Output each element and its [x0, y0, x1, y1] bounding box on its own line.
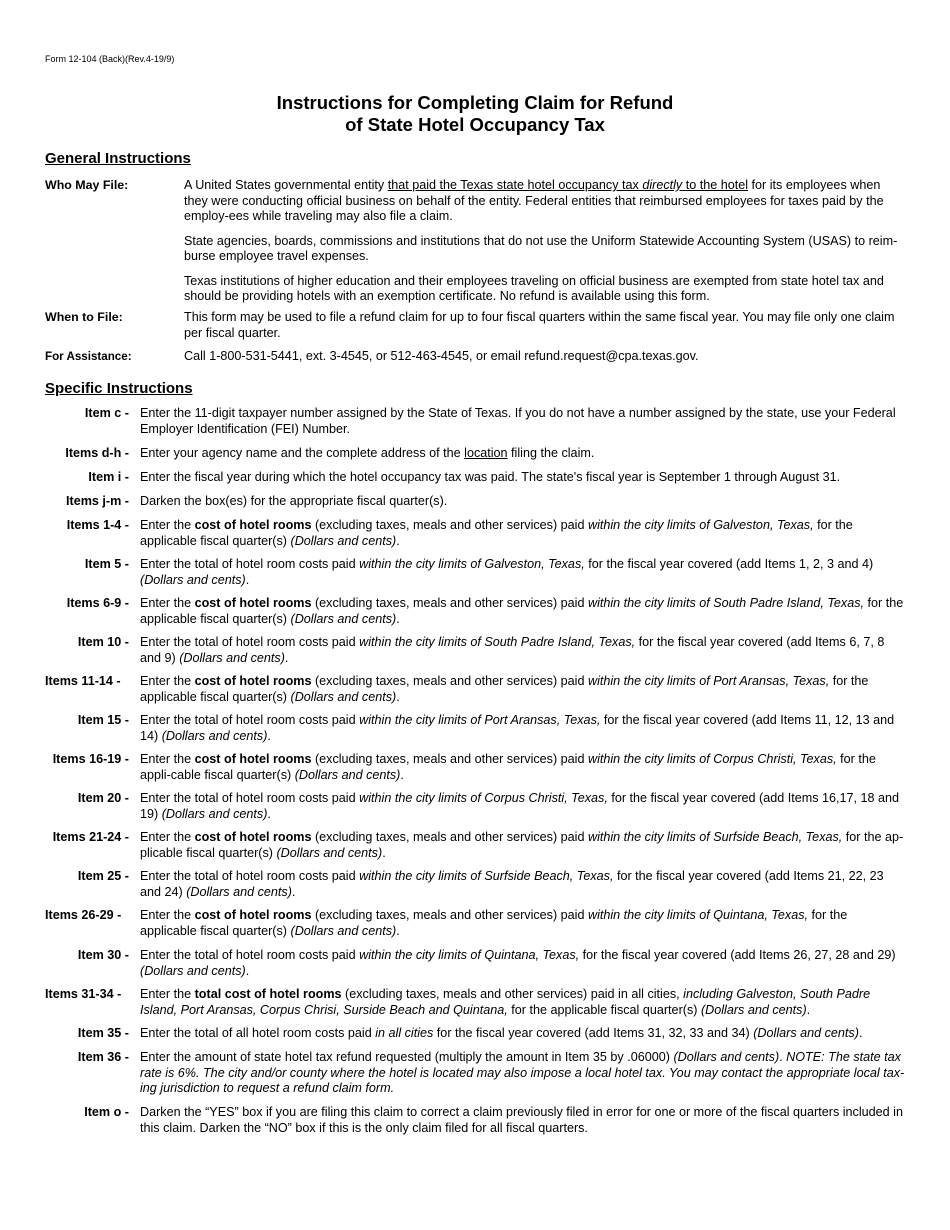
text-run: Enter the [140, 674, 195, 688]
italic-phrase: (Dollars and cents) [294, 767, 401, 782]
text-run: for the fiscal year covered (add Items 31, 32, 33 and 34) [433, 1026, 754, 1040]
italic-phrase: within the city limits of Quintana, Texas, [587, 908, 808, 922]
item-label: Items 1-4 - [66, 518, 129, 532]
items-16-19 [45, 752, 907, 783]
text-run: A United States governmental entity [184, 178, 388, 192]
item-text [140, 908, 907, 939]
bold-phrase: cost of hotel rooms [194, 752, 312, 766]
item-text [140, 1050, 907, 1097]
item-label: Item 20 - [77, 791, 129, 805]
item-text: Enter the 11-digit taxpayer number assigned by the State of Texas. If you do not have a number assigned by the state, use your Federal Employer Identification (FEI) Number. [140, 406, 896, 436]
text-run: (excluding taxes, meals and other services) paid [311, 830, 588, 844]
text-run: Enter the amount of state hotel tax refund requested (multiply the amount in Item 35 by .06000) [140, 1050, 674, 1064]
italic-phrase: (Dollars and cents) [276, 845, 383, 860]
text-run: . [284, 650, 289, 665]
item-label: Item i - [88, 470, 129, 484]
italic-phrase: (Dollars and cents) [753, 1026, 859, 1040]
item-label: Items 21-24 - [52, 830, 129, 844]
italic-phrase: (Dollars and cents) [290, 689, 397, 704]
item-36 [45, 1050, 907, 1097]
text-run: Enter the [140, 518, 195, 532]
item-label: Item 15 - [77, 713, 129, 727]
item-text [140, 596, 907, 627]
items-31-34 [45, 987, 907, 1018]
italic-phrase: within the city limits of Galveston, Texas, [587, 518, 814, 532]
item-20 [45, 791, 907, 822]
italic-phrase: within the city limits of Galveston, Texas, [359, 557, 585, 571]
text-run: Enter the [140, 830, 195, 844]
text-run: Enter the total of hotel room costs paid [140, 713, 360, 727]
when-to-file-section [45, 310, 905, 341]
italic-phrase: including Galveston, South Padre Island, Port Aransas, Corpus Chrisi, Surside Beach and Quintana, [140, 987, 871, 1017]
italic-phrase: (Dollars and cents) [290, 611, 397, 626]
text-run: that paid the Texas state hotel occupancy tax [387, 178, 643, 192]
text-run: Enter the total of hotel room costs paid [140, 791, 360, 805]
text-run: . [858, 1026, 863, 1040]
item-text [140, 1026, 907, 1042]
italic-word: directly [642, 178, 683, 192]
text-run: for the appli-cable fiscal quarter(s) [140, 752, 876, 782]
italic-phrase: within the city limits of Port Aransas, Texas, [359, 713, 601, 727]
italic-phrase: (Dollars and cents) [290, 923, 397, 938]
item-label: Items 26-29 - [45, 908, 122, 922]
item-5 [45, 557, 907, 588]
item-text: Darken the box(es) for the appropriate fiscal quarter(s). [140, 494, 448, 508]
text-run: . [382, 845, 386, 860]
item-label: Item 36 - [77, 1050, 129, 1064]
italic-phrase: (Dollars and cents) [140, 572, 246, 587]
text-run: Enter the [140, 752, 195, 766]
for-assistance-section [45, 349, 905, 365]
who-may-file-label: Who May File: [45, 178, 129, 192]
italic-phrase: within the city limits of Corpus Christi, Texas, [359, 791, 608, 805]
item-j-m [45, 494, 907, 510]
when-to-file-label: When to File: [45, 310, 123, 324]
text-run: Enter the total of hotel room costs paid [140, 635, 360, 649]
text-run: for the fiscal year covered (add Items 16,17, 18 and 19) [140, 791, 900, 821]
text-run: Enter the total of hotel room costs paid [140, 948, 360, 962]
who-may-file-section [45, 178, 905, 314]
item-15 [45, 713, 907, 744]
item-text: Darken the “YES” box if you are filing this claim to correct a claim previously filed in error for one or more of the fiscal quarters included in this claim. Darken the “NO” box if this is the only claim filed for all fiscal quarters. [140, 1105, 903, 1135]
text-run: . [806, 1002, 811, 1017]
text-run: (excluding taxes, meals and other services) paid in all cities, [341, 987, 684, 1001]
item-text [140, 830, 907, 861]
text-run: . [267, 806, 271, 821]
text-run: Enter the [140, 596, 195, 610]
text-run: (excluding taxes, meals and other services) paid [311, 908, 588, 922]
specific-instructions-heading: Specific Instructions [45, 380, 193, 397]
item-label: Items 11-14 - [45, 674, 121, 688]
text-run: . [291, 884, 296, 899]
item-text [140, 752, 907, 783]
text-run: . [396, 533, 400, 548]
underlined-phrase [388, 178, 748, 192]
items-21-24 [45, 830, 907, 861]
italic-note: NOTE: The state tax rate is 6%. The city and/or county where the hotel is located may also impose a local hotel tax. You may contact the appropriate local tax-ing jurisdiction to request a refund claim form. [140, 1050, 905, 1095]
text-run: . [396, 689, 400, 704]
who-may-file-paragraph-3: Texas institutions of higher education and their employees traveling on official business are exempted from state hotel tax and should be providing hotels with an exemption certificate. No refund is available using this form. [184, 273, 884, 303]
item-text [140, 518, 907, 549]
item-d-h [45, 446, 907, 462]
page-title [0, 92, 950, 136]
text-run: Enter your agency name and the complete address of the [140, 446, 465, 460]
text-run: to the hotel [682, 178, 749, 192]
text-run: for the applicable fiscal quarter(s) [140, 908, 848, 938]
italic-phrase: (Dollars and cents) [700, 1002, 807, 1017]
general-instructions-heading: General Instructions [45, 150, 191, 167]
text-run: . [245, 572, 250, 587]
bold-phrase: cost of hotel rooms [194, 596, 312, 610]
text-run: Enter the total of hotel room costs paid [140, 869, 360, 883]
title-line-2: of State Hotel Occupancy Tax [345, 114, 605, 135]
item-o [45, 1105, 907, 1136]
item-text [140, 635, 907, 666]
text-run: Enter the total of all hotel room costs paid [140, 1026, 376, 1040]
items-26-29 [45, 908, 907, 939]
text-run: for the fiscal year covered (add Items 21, 22, 23 and 24) [140, 869, 884, 899]
item-label: Items 31-34 - [45, 987, 122, 1001]
text-run: . [396, 923, 400, 938]
form-number: Form 12-104 (Back)(Rev.4-19/9) [45, 54, 175, 64]
bold-phrase: cost of hotel rooms [194, 518, 312, 532]
text-run: for the fiscal year covered (add Items 26, 27, 28 and 29) [579, 948, 896, 962]
item-label: Items d-h - [65, 446, 129, 460]
text-run: (excluding taxes, meals and other services) paid [311, 596, 588, 610]
for-assistance-label: For Assistance: [45, 350, 132, 363]
for-assistance-text: Call 1-800-531-5441, ext. 3-4545, or 512-463-4545, or email refund.request@cpa.texas.gov. [184, 349, 699, 363]
item-text [140, 948, 907, 979]
items-1-4 [45, 518, 907, 549]
item-label: Items j-m - [66, 494, 129, 508]
when-to-file-text: This form may be used to file a refund claim for up to four fiscal quarters within the same fiscal year. You may file only one claim per fiscal quarter. [184, 310, 895, 340]
bold-phrase: cost of hotel rooms [194, 908, 312, 922]
text-run: . [400, 767, 404, 782]
text-run: for the applicable fiscal quarter(s) [140, 518, 853, 548]
item-text [140, 987, 907, 1018]
italic-phrase: within the city limits of Surfside Beach, Texas, [359, 869, 614, 883]
text-run: filing the claim. [507, 446, 595, 460]
item-text [140, 446, 907, 462]
items-6-9 [45, 596, 907, 627]
text-run: . [267, 728, 271, 743]
item-text [140, 674, 907, 705]
item-25 [45, 869, 907, 900]
text-run: Enter the total of hotel room costs paid [140, 557, 360, 571]
item-label: Items 16-19 - [52, 752, 129, 766]
italic-phrase: (Dollars and cents) [161, 806, 268, 821]
text-run: . [779, 1050, 787, 1064]
bold-phrase: total cost of hotel rooms [194, 987, 342, 1001]
italic-phrase: (Dollars and cents) [290, 533, 397, 548]
italic-phrase: within the city limits of Corpus Christi, Texas, [587, 752, 837, 766]
item-label: Item 30 - [77, 948, 129, 962]
italic-phrase: in all cities [375, 1026, 434, 1040]
italic-phrase: within the city limits of Surfside Beach, Texas, [587, 830, 843, 844]
text-run: for the ap-plicable fiscal quarter(s) [140, 830, 904, 860]
text-run: (excluding taxes, meals and other services) paid [311, 518, 588, 532]
item-label: Item 5 - [84, 557, 129, 571]
text-run: Enter the [140, 987, 195, 1001]
item-35 [45, 1026, 907, 1042]
who-may-file-text [184, 178, 905, 305]
bold-phrase: cost of hotel rooms [194, 674, 312, 688]
text-run: Enter the [140, 908, 195, 922]
text-run: for the fiscal year covered (add Items 11, 12, 13 and 14) [140, 713, 895, 743]
item-i [45, 470, 907, 486]
text-run: for its employees when they were conducting official business on behalf of the entity. Federal entities that reimbursed employees for taxes paid by the employ-ees while traveling may also file a claim. [184, 178, 884, 223]
item-text [140, 791, 907, 822]
item-label: Items 6-9 - [66, 596, 129, 610]
item-text [140, 557, 907, 588]
underlined-word: location [464, 446, 508, 460]
item-30 [45, 948, 907, 979]
text-run: (excluding taxes, meals and other services) paid [311, 752, 588, 766]
italic-phrase: within the city limits of South Padre Island, Texas, [359, 635, 636, 649]
item-10 [45, 635, 907, 666]
title-line-1: Instructions for Completing Claim for Refund [276, 92, 674, 113]
text-run: for the fiscal year covered (add Items 1, 2, 3 and 4) [584, 557, 874, 571]
italic-phrase: (Dollars and cents) [186, 884, 292, 899]
text-run: for the applicable fiscal quarter(s) [140, 596, 904, 626]
text-run: for the fiscal year covered (add Items 6, 7, 8 and 9) [140, 635, 885, 665]
italic-phrase: within the city limits of Port Aransas, Texas, [587, 674, 830, 688]
item-label: Item c - [84, 406, 129, 420]
text-run: . [396, 611, 400, 626]
who-may-file-paragraph-1 [184, 178, 905, 225]
text-run: for the applicable fiscal quarter(s) [140, 674, 869, 704]
item-text [140, 713, 907, 744]
italic-phrase: (Dollars and cents) [140, 963, 246, 978]
italic-phrase: within the city limits of South Padre Island, Texas, [587, 596, 864, 610]
items-11-14 [45, 674, 907, 705]
italic-phrase: (Dollars and cents) [161, 728, 268, 743]
text-run: for the applicable fiscal quarter(s) [507, 1002, 701, 1017]
italic-phrase: (Dollars and cents) [179, 650, 285, 665]
text-run: . [245, 963, 250, 978]
item-label: Item 25 - [77, 869, 129, 883]
item-text: Enter the fiscal year during which the hotel occupancy tax was paid. The state's fiscal year is September 1 through August 31. [140, 470, 841, 484]
who-may-file-paragraph-2: State agencies, boards, commissions and institutions that do not use the Uniform Statewide Accounting System (USAS) to reim-burse employee travel expenses. [184, 233, 898, 263]
item-label: Item o - [84, 1105, 129, 1119]
italic-phrase: within the city limits of Quintana, Texas, [359, 948, 580, 962]
bold-phrase: cost of hotel rooms [194, 830, 312, 844]
text-run: (excluding taxes, meals and other services) paid [311, 674, 588, 688]
item-label: Item 35 - [77, 1026, 129, 1040]
italic-phrase: (Dollars and cents) [673, 1050, 780, 1064]
item-c [45, 406, 907, 437]
item-label: Item 10 - [77, 635, 129, 649]
item-text [140, 869, 907, 900]
